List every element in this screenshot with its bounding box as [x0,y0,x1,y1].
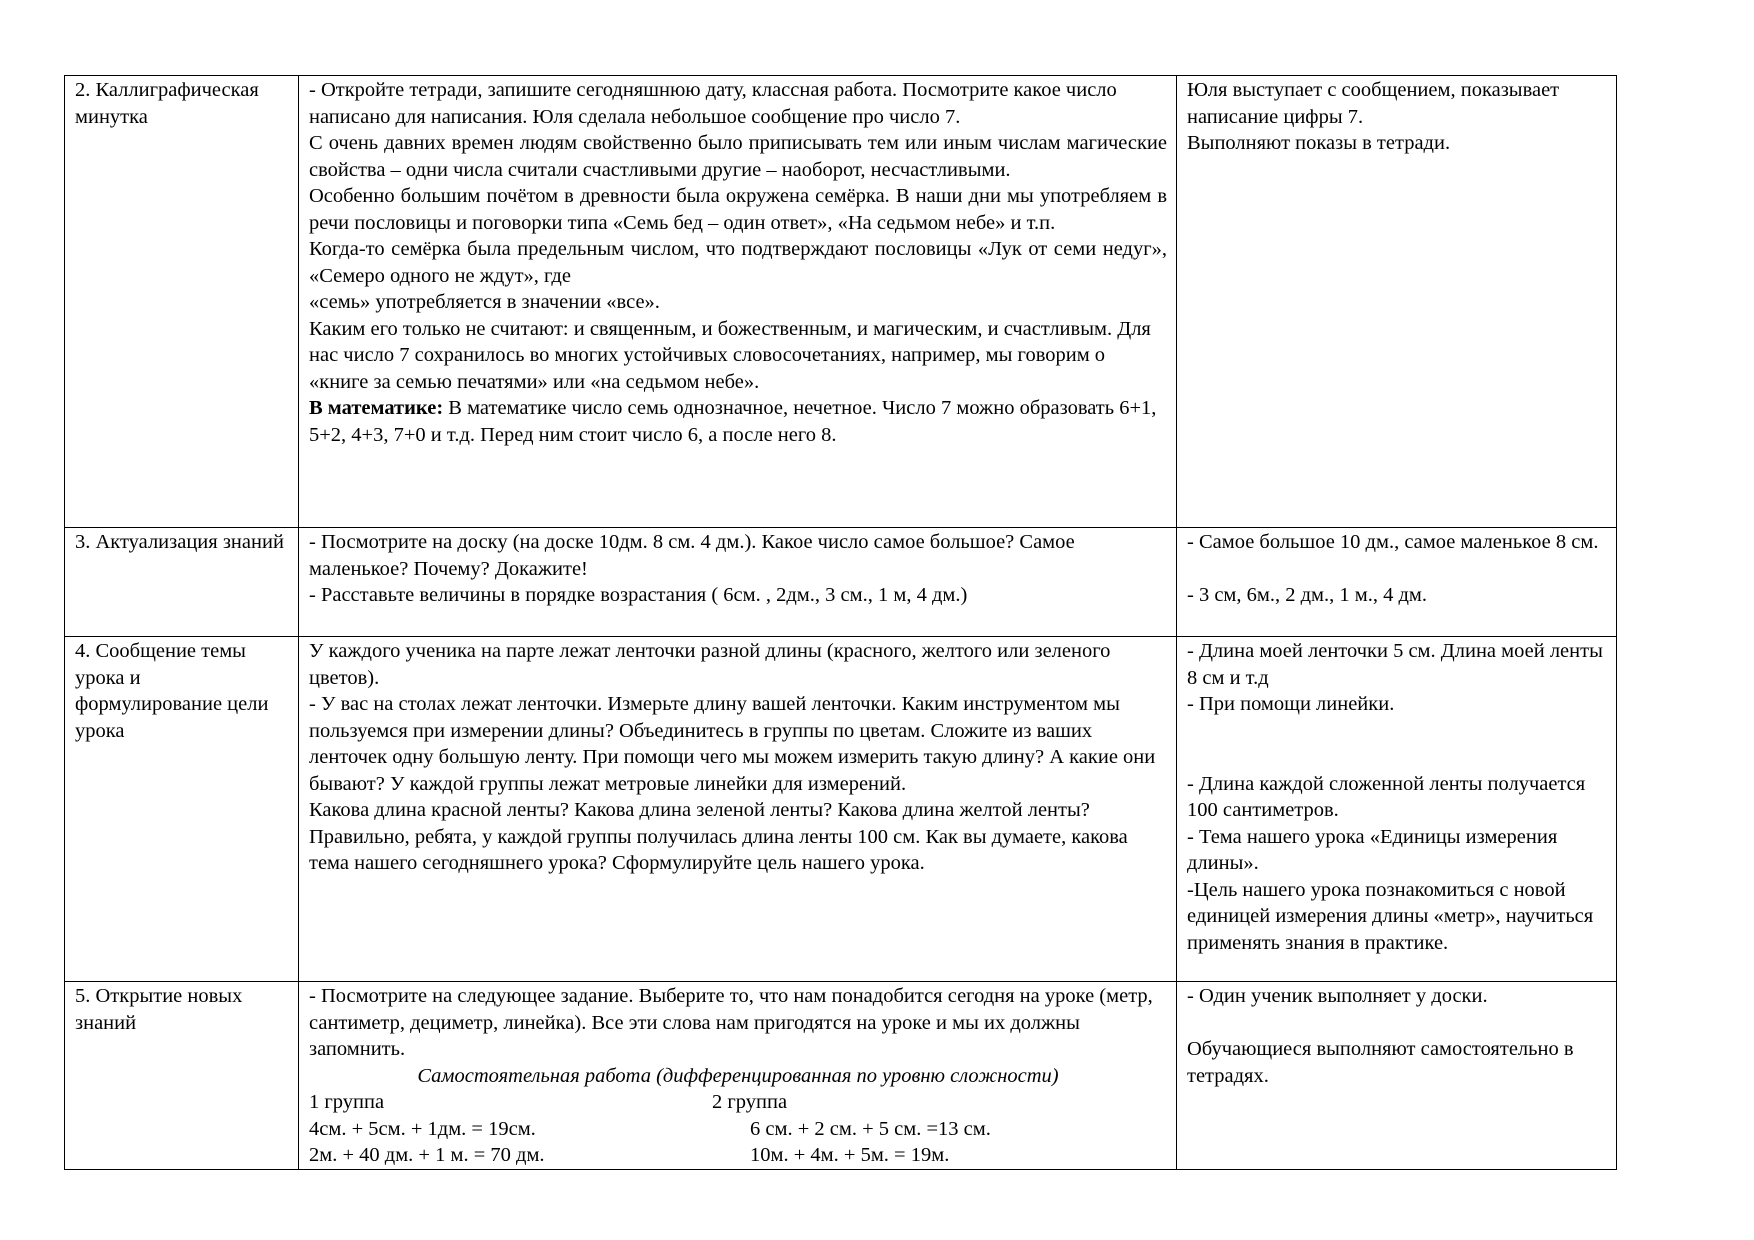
stage-title: 3. Актуализация знаний [75,531,284,553]
group-2-title: 2 группа [712,1091,788,1113]
teacher-paragraph: У каждого ученика на парте лежат ленточки разной длины (красного, желтого или зеленого цветов). [309,640,1111,689]
student-paragraph: - 3 см, 6м., 2 дм., 1 м., 4 дм. [1187,584,1428,606]
teacher-paragraph: - Расставьте величины в порядке возрастания ( 6см. , 2дм., 3 см., 1 м, 4 дм.) [309,584,968,606]
group-2-column [712,1089,1167,1169]
teacher-paragraph: Когда-то семёрка была предельным числом, что подтверждают пословицы «Лук от семи недуг», «Семеро одного не ждут», где [309,238,1167,287]
teacher-cell [299,528,1177,637]
group-1-equation: 2м. + 40 дм. + 1 м. = 70 дм. [309,1144,545,1166]
task-subtitle: Самостоятельная работа (дифференцированная по уровню сложности) [417,1064,1059,1087]
table-row [65,76,1617,528]
stage-cell [65,982,299,1170]
teacher-cell [299,76,1177,528]
student-paragraph: - Длина моей ленточки 5 см. Длина моей ленты 8 см и т.д [1187,640,1603,689]
teacher-cell [299,637,1177,982]
teacher-cell [299,982,1177,1170]
teacher-paragraph: Каким его только не считают: и священным, и божественным, и магическим, и счастливым. Для нас число 7 сохранилось во многих устойчивых словосочетаниях, например, мы говорим о «книге за семью печатями» или «на седьмом небе». [309,317,1151,393]
table-row [65,528,1617,637]
bold-lead: В математике: [309,397,444,419]
table-row [65,982,1617,1170]
teacher-paragraph [309,395,1167,448]
stage-title: 2. Каллиграфическая минутка [75,79,259,128]
student-paragraph: Юля выступает с сообщением, показывает написание цифры 7. [1187,79,1560,128]
student-cell [1177,528,1617,637]
stage-cell [65,637,299,982]
student-paragraph: - Один ученик выполняет у доски. [1187,985,1488,1007]
teacher-paragraph: Особенно большим почётом в древности была окружена семёрка. В наши дни мы употребляем в речи пословицы и поговорки типа «Семь бед – один ответ», «На седьмом небе» и т.п. [309,185,1167,234]
student-paragraph: - При помощи линейки. [1187,693,1395,715]
teacher-paragraph: - Посмотрите на следующее задание. Выберите то, что нам понадобится сегодня на уроке (метр, сантиметр, дециметр, линейка). Все эти слова нам пригодятся на уроке и мы их должны запомнить. [309,985,1153,1060]
student-paragraph: Обучающиеся выполняют самостоятельно в тетрадях. [1187,1038,1574,1087]
group-1-title: 1 группа [309,1091,385,1113]
student-paragraph: - Длина каждой сложенной ленты получается 100 сантиметров. [1187,772,1586,821]
stage-title: 4. Сообщение темы урока и формулирование цели урока [75,640,269,742]
teacher-paragraph: «семь» употребляется в значении «все». [309,291,660,313]
teacher-paragraph: С очень давних времен людям свойственно было приписывать тем или иным числам магические свойства – одни числа считали счастливыми другие – наоборот, несчастливыми. [309,132,1167,181]
stage-cell [65,528,299,637]
teacher-paragraph: Какова длина красной ленты? Какова длина зеленой ленты? Какова длина желтой ленты? Правильно, ребята, у каждой группы получилась длина ленты 100 см. Как вы думаете, какова тема нашего сегодняшнего урока? Сформулируйте цель нашего урока. [309,799,1128,874]
student-paragraph: Выполняют показы в тетради. [1187,132,1451,154]
stage-cell [65,76,299,528]
teacher-paragraph: - У вас на столах лежат ленточки. Измерьте длину вашей ленточки. Каким инструментом мы пользуемся при измерении длины? Объединитесь в группы по цветам. Сложите из ваших ленточек одну большую ленту. При помощи чего мы можем измерить такую длину? А какие они бывают? У каждой группы лежат метровые линейки для измерений. [309,693,1156,795]
lesson-plan-page [64,75,1617,1170]
student-cell [1177,76,1617,528]
student-cell [1177,637,1617,982]
group-1-equation: 4см. + 5см. + 1дм. = 19см. [309,1117,536,1140]
stage-title: 5. Открытие новых знаний [75,985,243,1034]
student-paragraph: -Цель нашего урока познакомиться с новой единицей измерения длины «метр», научиться применять знания в практике. [1187,878,1594,954]
group-1-column [309,1089,712,1169]
student-paragraph: - Самое большое 10 дм., самое маленькое 8 см. [1187,531,1599,553]
student-cell [1177,982,1617,1170]
group-tasks [309,1089,1167,1169]
group-2-equation: 6 см. + 2 см. + 5 см. =13 см. [750,1117,991,1140]
student-paragraph: - Тема нашего урока «Единицы измерения длины». [1187,825,1558,874]
teacher-paragraph: - Посмотрите на доску (на доске 10дм. 8 см. 4 дм.). Какое число самое большое? Самое маленькое? Почему? Докажите! [309,531,1075,580]
teacher-paragraph: - Откройте тетради, запишите сегодняшнюю дату, классная работа. Посмотрите какое число написано для написания. Юля сделала небольшое сообщение про число 7. [309,79,1117,128]
table-row [65,637,1617,982]
lesson-plan-table [64,75,1617,1170]
group-2-equation: 10м. + 4м. + 5м. = 19м. [750,1144,950,1166]
paragraph-rest: В математике число семь однозначное, нечетное. Число 7 можно образовать 6+1, 5+2, 4+3, 7+0 и т.д. Перед ним стоит число 6, а после него 8. [309,397,1157,446]
